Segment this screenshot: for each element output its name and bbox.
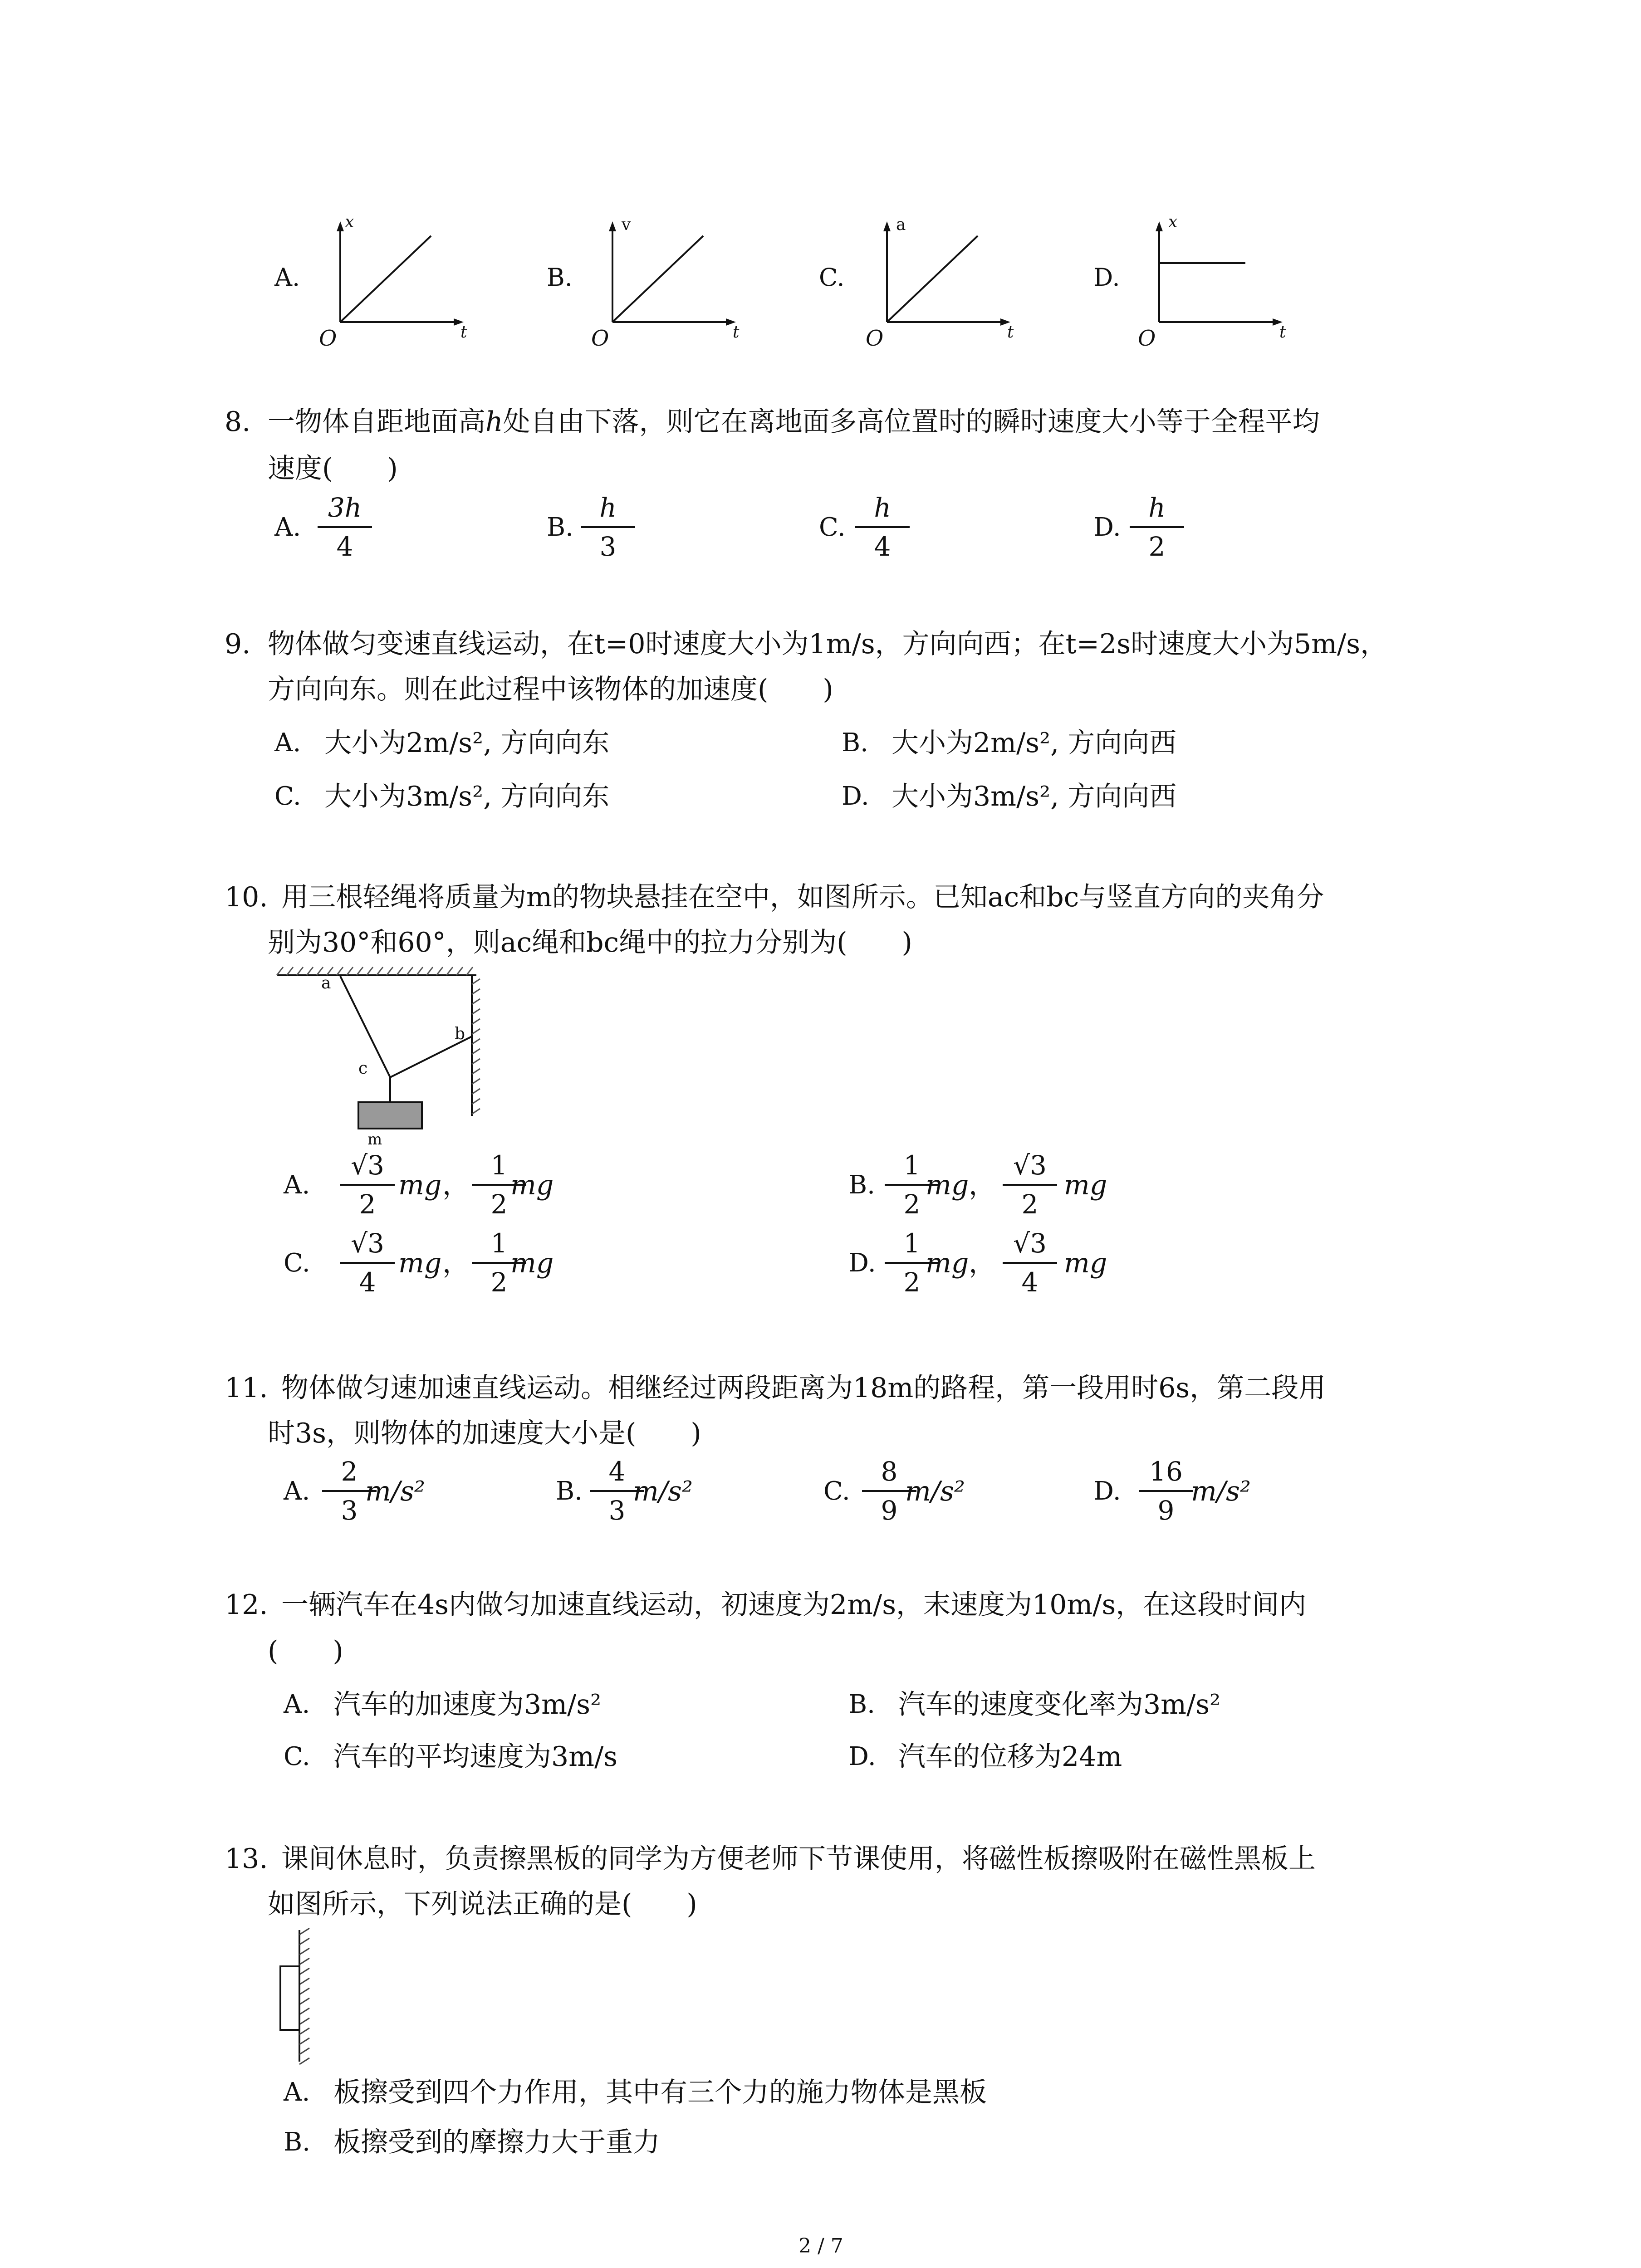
page-number: 2 / 7 — [798, 2234, 843, 2258]
q10-line1: 用三根轻绳将质量为m的物块悬挂在空中，如图所示。已知ac和bc与竖直方向的夹角分 — [281, 881, 1324, 913]
q10-number: 10. — [225, 881, 268, 913]
q12-number: 12. — [225, 1589, 268, 1621]
q9-option-d-label: D. — [842, 782, 869, 811]
q10-option-c-sep: ， — [442, 1247, 470, 1279]
q9-line2: 方向向东。则在此过程中该物体的加速度( ) — [268, 674, 833, 705]
q10-option-c-fraction1: √3 4 — [340, 1230, 395, 1295]
q10-option-b-unit2: mg — [1064, 1169, 1107, 1201]
q11-option-a-label: A. — [284, 1476, 310, 1506]
q7-b-origin: O — [591, 326, 609, 351]
q10-option-c-unit2: mg — [510, 1247, 554, 1279]
q11-option-c-unit: m/s² — [905, 1476, 965, 1507]
q7-c-axis-x: t — [1007, 323, 1014, 342]
q11-option-d-fraction: 16 9 — [1139, 1458, 1193, 1524]
q9-option-d-text: 大小为3m/s², 方向向西 — [892, 781, 1177, 812]
q11-number: 11. — [225, 1372, 268, 1404]
q9-option-c-label: C. — [274, 782, 301, 811]
q13-blackboard-eraser-figure — [277, 1930, 322, 2066]
q10-option-c-unit1: mg — [398, 1247, 442, 1279]
q9-option-a-text: 大小为2m/s², 方向向东 — [324, 727, 610, 759]
q12-option-c-text: 汽车的平均速度为3m/s — [333, 1741, 618, 1773]
q12-option-c-label: C. — [284, 1742, 310, 1771]
q7-a-origin: O — [319, 326, 337, 351]
q10-fig-label-a: a — [321, 974, 331, 992]
q7-option-d-label: D. — [1093, 263, 1120, 292]
q13-line2: 如图所示，下列说法正确的是( ) — [268, 1888, 697, 1920]
q11-option-d-label: D. — [1093, 1476, 1121, 1506]
q9-option-b-text: 大小为2m/s², 方向向西 — [892, 727, 1177, 759]
q10-option-a-fraction1: √3 2 — [340, 1152, 395, 1217]
q8-option-b-fraction: h 3 — [581, 494, 635, 560]
q10-option-d-label: D. — [848, 1248, 876, 1278]
q7-option-b-label: B. — [547, 263, 573, 292]
q11-option-c-fraction: 8 9 — [862, 1458, 916, 1524]
q9-number: 9. — [225, 628, 251, 660]
q10-option-b-fraction2: √3 2 — [1003, 1152, 1057, 1217]
q7-d-axis-x: t — [1279, 323, 1286, 342]
q10-option-b-label: B. — [848, 1170, 875, 1200]
q11-option-a-unit: m/s² — [365, 1476, 425, 1507]
q10-option-d-sep: ， — [969, 1247, 996, 1279]
q12-option-b-label: B. — [848, 1690, 875, 1719]
q9-option-a-label: A. — [274, 728, 301, 758]
q12-option-b-text: 汽车的速度变化率为3m/s² — [898, 1689, 1221, 1721]
q10-option-a-unit2: mg — [510, 1169, 554, 1201]
q10-fig-label-c: c — [358, 1059, 368, 1078]
q10-option-a-label: A. — [284, 1170, 310, 1200]
q10-option-c-label: C. — [284, 1248, 310, 1278]
q10-option-b-sep: ， — [969, 1169, 996, 1201]
q8-option-c-fraction: h 4 — [855, 494, 910, 560]
q7-a-axis-x: t — [460, 323, 467, 342]
q11-option-b-unit: m/s² — [633, 1476, 693, 1507]
q11-line2: 时3s，则物体的加速度大小是( ) — [268, 1418, 701, 1449]
q7-d-axis-y: x — [1168, 213, 1178, 231]
q13-option-a-label: A. — [284, 2077, 310, 2107]
q9-option-c-text: 大小为3m/s², 方向向东 — [324, 781, 610, 812]
q10-option-a-unit1: mg — [398, 1169, 442, 1201]
q12-line1: 一辆汽车在4s内做匀加速直线运动，初速度为2m/s，末速度为10m/s，在这段时间内 — [281, 1589, 1307, 1621]
q7-option-c-label: C. — [819, 263, 845, 292]
q13-number: 13. — [225, 1843, 268, 1875]
q7-b-axis-x: t — [733, 323, 740, 342]
q12-option-a-label: A. — [284, 1690, 310, 1719]
q10-line2: 别为30°和60°，则ac绳和bc绳中的拉力分别为( ) — [268, 927, 912, 958]
q8-line2: 速度( ) — [268, 453, 398, 484]
q7-c-origin: O — [866, 326, 884, 351]
q7-option-a-label: A. — [274, 263, 300, 292]
q11-option-b-label: B. — [556, 1476, 583, 1506]
q10-option-a-sep: ， — [442, 1169, 470, 1201]
q12-line2: ( ) — [268, 1635, 343, 1667]
q13-option-a-text: 板擦受到四个力作用，其中有三个力的施力物体是黑板 — [333, 2077, 987, 2108]
q12-option-d-text: 汽车的位移为24m — [898, 1741, 1122, 1773]
q13-option-b-text: 板擦受到的摩擦力大于重力 — [333, 2126, 660, 2158]
q10-option-c-fraction2: 1 2 — [472, 1230, 526, 1295]
q9-option-b-label: B. — [842, 728, 868, 758]
q10-option-a-fraction2: 1 2 — [472, 1152, 526, 1217]
q7-b-axis-y: v — [622, 215, 631, 234]
q12-option-a-text: 汽车的加速度为3m/s² — [333, 1689, 602, 1721]
q8-option-d-fraction: h 2 — [1130, 494, 1184, 560]
q8-number: 8. — [225, 406, 251, 438]
q11-line1: 物体做匀速加速直线运动。相继经过两段距离为18m的路程，第一段用时6s，第二段用 — [281, 1372, 1326, 1404]
q11-option-a-fraction: 2 3 — [322, 1458, 377, 1524]
q8-option-b-label: B. — [547, 513, 573, 542]
q7-a-axis-y: x — [345, 213, 354, 231]
q8-option-a-fraction: 3h 4 — [318, 494, 372, 560]
q10-option-b-fraction1: 1 2 — [885, 1152, 939, 1217]
q10-fig-label-m: m — [367, 1130, 382, 1149]
q8-option-d-label: D. — [1093, 513, 1121, 542]
q11-option-b-fraction: 4 3 — [590, 1458, 644, 1524]
q10-fig-label-b: b — [455, 1025, 465, 1043]
q8-option-a-label: A. — [274, 513, 301, 542]
q11-option-d-unit: m/s² — [1191, 1476, 1251, 1507]
q13-option-b-label: B. — [284, 2127, 310, 2157]
q10-option-d-unit1: mg — [926, 1247, 969, 1279]
q13-line1: 课间休息时，负责擦黑板的同学为方便老师下节课使用，将磁性板擦吸附在磁性黑板上 — [281, 1843, 1316, 1875]
q10-option-b-unit1: mg — [926, 1169, 969, 1201]
q11-option-c-label: C. — [823, 1476, 850, 1506]
q8-option-c-label: C. — [819, 513, 846, 542]
q7-d-origin: O — [1138, 326, 1156, 351]
q7-c-axis-y: a — [896, 215, 906, 234]
q10-option-d-fraction1: 1 2 — [885, 1230, 939, 1295]
q9-line1: 物体做匀变速直线运动，在t=0时速度大小为1m/s，方向向西；在t=2s时速度大小为5m/s， — [268, 628, 1388, 660]
q12-option-d-label: D. — [848, 1742, 876, 1771]
q10-option-d-unit2: mg — [1064, 1247, 1107, 1279]
q10-option-d-fraction2: √3 4 — [1003, 1230, 1057, 1295]
q8-line1: 一物体自距地面高h处自由下落，则它在离地面多高位置时的瞬时速度大小等于全程平均 — [268, 406, 1320, 438]
